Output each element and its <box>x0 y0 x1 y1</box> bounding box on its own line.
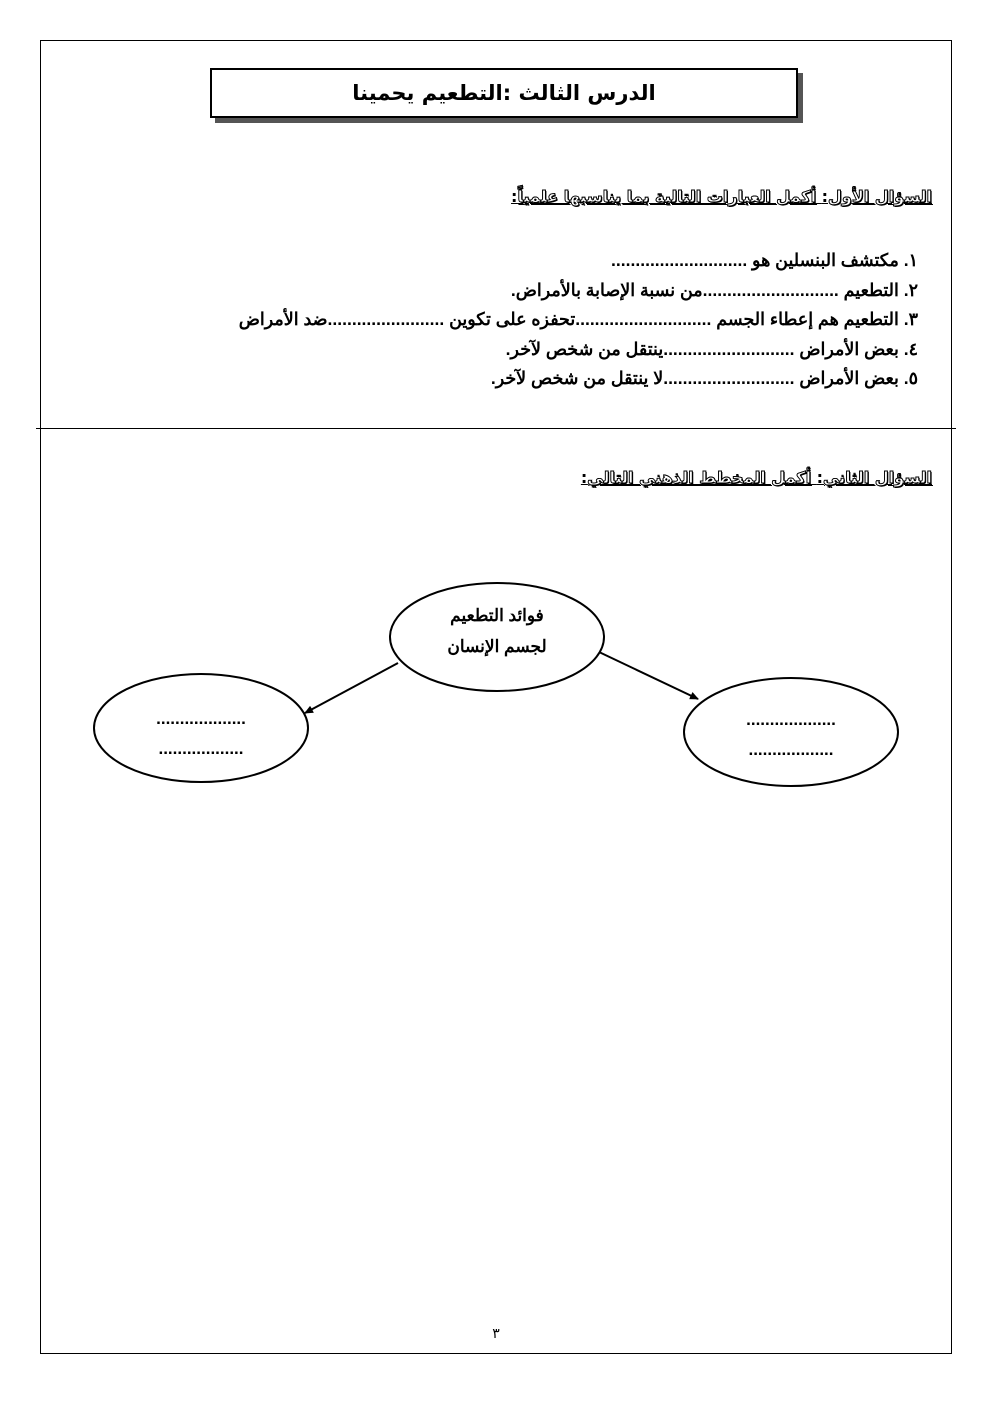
question1-label: السؤال الأول <box>828 187 932 206</box>
right-node-line2: .................. <box>748 740 834 759</box>
question1-separator: : <box>821 187 829 206</box>
question1-item-5: ٥. بعض الأمراض ...........................لا ينتقل من شخص لآخر. <box>239 364 918 394</box>
item-number: ٢ <box>908 279 918 300</box>
right-node <box>684 678 898 786</box>
right-node-line1: ................... <box>746 710 836 729</box>
question2-separator: : <box>816 468 824 487</box>
item-text: بعض الأمراض ...........................لا ينتقل من شخص لآخر. <box>490 368 899 388</box>
question2-instruction: أكمل المخطط الذهني التالي <box>587 468 812 487</box>
arrow-to-left-node <box>305 663 398 713</box>
item-number: ٣ <box>908 309 918 329</box>
lesson-title: الدرس الثالث :التطعيم يحمينا <box>352 81 656 105</box>
item-text: بعض الأمراض ...........................ينتقل من شخص لآخر. <box>505 338 899 359</box>
question1-end: : <box>511 187 518 206</box>
item-text: التطعيم هم إعطاء الجسم ............................تحفزه على تكوين ........................ضد الأمراض <box>238 309 899 329</box>
arrow-to-right-node <box>599 652 698 699</box>
question2-label: السؤال الثاني <box>823 468 932 487</box>
page-number: ٣ <box>492 1326 500 1342</box>
left-node-line2: .................. <box>158 739 244 758</box>
question1-item-1: ١. مكتشف البنسلين هو ............................ <box>239 246 918 276</box>
item-text: التطعيم ............................من نسبة الإصابة بالأمراض. <box>510 279 899 300</box>
left-node-line1: ................... <box>156 709 246 728</box>
question2-end: : <box>580 468 588 487</box>
center-node-line2: لجسم الإنسان <box>447 637 547 656</box>
center-node-line1: فوائد التطعيم <box>450 606 544 625</box>
item-text: مكتشف البنسلين هو ............................ <box>611 250 899 270</box>
question1-instruction: أكمل العبارات التالية بما يناسبها علمياً <box>517 187 817 206</box>
item-number: ١ <box>908 250 918 270</box>
question1-item-4: ٤. بعض الأمراض ...........................ينتقل من شخص لآخر. <box>239 335 918 365</box>
left-node <box>94 674 308 782</box>
item-number: ٥ <box>908 368 918 388</box>
question1-item-3: ٣. التطعيم هم إعطاء الجسم ............................تحفزه على تكوين ........................ضد الأمراض <box>239 305 918 335</box>
item-number: ٤ <box>908 338 918 359</box>
question1-item-2: ٢. التطعيم ............................من نسبة الإصابة بالأمراض. <box>239 276 918 306</box>
